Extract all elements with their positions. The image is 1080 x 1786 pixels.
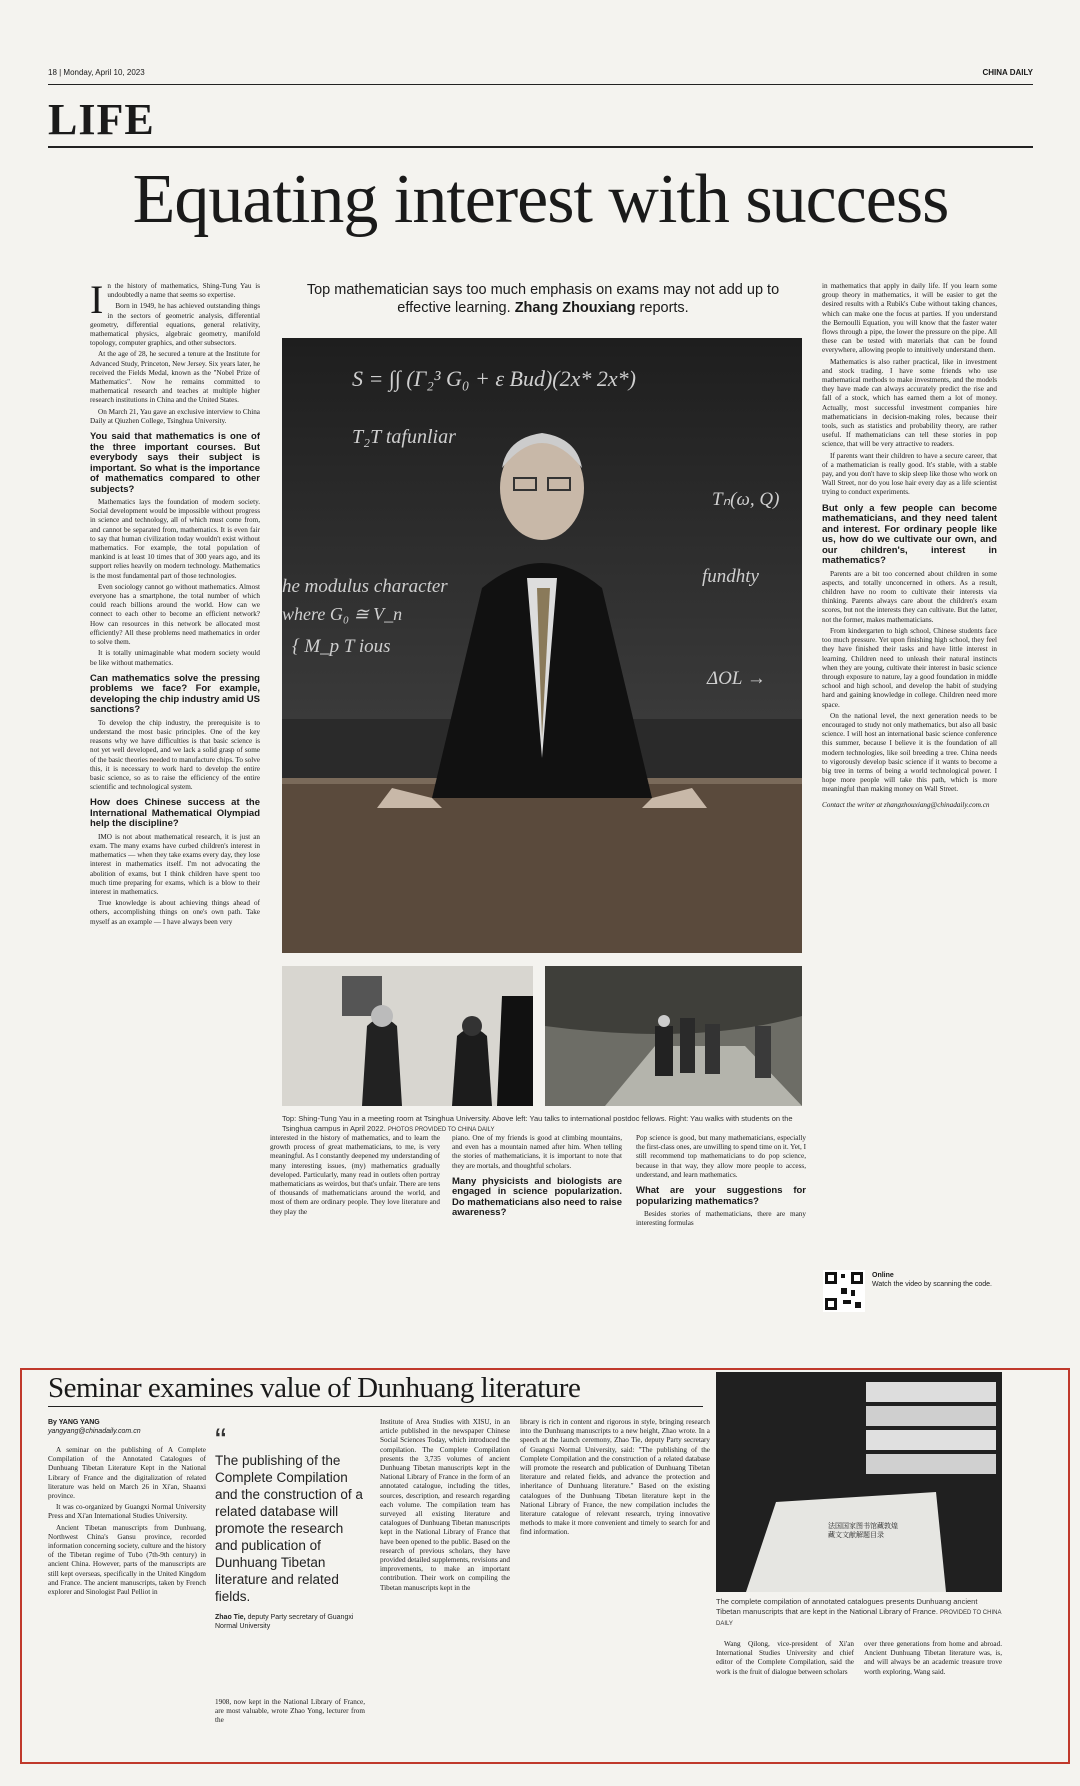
paragraph: n the history of mathematics, Shing-Tung Yau is undoubtedly a name that seems so expertise. [107, 282, 260, 300]
paragraph: Besides stories of mathematicians, there are many interesting formulas [636, 1210, 806, 1228]
question-heading: What are your suggestions for popularizing mathematics? [636, 1185, 806, 1207]
deck-text: Top mathematician says too much emphasis on exams may not add up to effective learning. [306, 282, 780, 316]
pull-quote [215, 1422, 365, 1631]
paragraph: A seminar on the publishing of A Complete Compilation of the Annotated Catalogues of Dunhuang Tibetan Literature Kept in the National Library of France and the digitalization of related literature was held on March 26 in Xi'an, Shaanxi province. [48, 1446, 206, 1501]
byline-name: By YANG YANG [48, 1419, 100, 1426]
qr-label: Online [872, 1272, 894, 1279]
paragraph: True knowledge is about achieving things ahead of others, accomplishing things on one's own path. Take myself as an example — I have always been very [90, 899, 260, 926]
main-photo [282, 338, 802, 953]
board-equation: S = ∫∫ (Γ₂³ G₀ + ε Bud)(2x* 2x*) [352, 366, 636, 391]
question-heading: Many physicists and biologists are engaged in science popularization. Do mathematicians also need to raise awareness? [452, 1175, 622, 1219]
article-column-2 [270, 1134, 440, 1362]
group-illustration [282, 966, 533, 1106]
article-deck [283, 281, 803, 317]
caption-text: The complete compilation of annotated catalogues presents Dunhuang ancient Tibetan manuscripts that are kept in the National Library of France. [716, 1597, 978, 1616]
paragraph: Parents are a bit too concerned about children in some aspects, and totally unconcerned in others. As a result, children have no room to cultivate their interests via thinking. Parents always care about the children's exam scores, but not the interests they can cultivate. But the latter, not the former, makes mathematicians. [822, 569, 997, 624]
paragraph: library is rich in content and rigorous in style, bringing research into the Dunhuang manuscripts to a new height, Zhao wrote. In a speech at the launch ceremony, Zhao Tie, deputy Party secretary of Guangxi Normal University, said: "The publishing of the Complete Compilation and the construction of a related database will promote the research and publication of Dunhuang Tibetan literature and related fields, and advance the protection and inheritance of Dunhuang literature." Based on the existing catalogues of the Dunhuang Tibetan literature kept in the National Library of France, the new compilation includes the literature catalogue of relevant research, trying innovative methods to make it more convenient and timely to search for and find information. [520, 1418, 710, 1537]
paragraph: Born in 1949, he has achieved outstanding things in the sectors of geometric analysis, differential geometry, differential equations, general relativity, mathematical physics, algebraic geometry, manifold topology, computer graphics, and other subsectors. [90, 302, 260, 348]
paragraph: At the age of 28, he secured a tenure at the Institute for Advanced Study, Princeton, New Jersey. Six years later, he received the Fields Medal, known as the "Nobel Prize of Mathematics". Now he remains committed to mathematical research and teaches at multiple higher research institutions in China and the United States. [90, 350, 260, 405]
byline-email: yangyang@chinadaily.com.cn [48, 1428, 141, 1435]
paragraph: To develop the chip industry, the prerequisite is to understand the most basic principles. One of the key reasons why we have difficulties is that basic science is not yet well developed, and we lack a solid grasp of some of the basic theories needed to manufacture chips. To solve this, it is necessary to work hard to develop the entire basic science, so as to raise the efficiency of the entire scientific and technological system. [90, 718, 260, 792]
caption-above-left: Above left: Yau talks to international postdoc fellows. [492, 1114, 667, 1123]
paragraph: If parents want their children to have a secure career, that of a mathematician is really good. It's stable, with a stable pay, and you don't have to skip sleep like those who work on Wall Street, nor do you lose hair every day as a life scientist trying to conduct experiments. [822, 451, 997, 497]
seminar-title: Seminar examines value of Dunhuang literature [48, 1372, 581, 1404]
paragraph: It was co-organized by Guangxi Normal University Press and Xi'an International Studies University. [48, 1503, 206, 1521]
caption-right: Right: Yau walks with students on the Tsinghua campus in April 2022. [282, 1114, 793, 1133]
seminar-column-3 [380, 1418, 510, 1751]
seminar-column-5 [716, 1640, 854, 1750]
paragraph: Institute of Area Studies with XISU, in an article published in the newspaper Chinese Social Sciences Today, which introduced the compilation. The Complete Compilation presents the 3,735 volumes of ancient Dunhuang Tibetan manuscripts kept in the National Library of France in the form of an annotated catalogue, including the titles, sources, description, and research regarding each volume. The compilation team has surveyed all existing literature and catalogues of Dunhuang Tibetan manuscripts kept in the National Library of France that have been opened to the public. Based on the research of previous scholars, they have provided detailed supplements, revisions and improvements, to make an important contribution. Their work on compiling the Tibetan manuscripts kept in the [380, 1418, 510, 1592]
paragraph: Ancient Tibetan manuscripts from Dunhuang, Northwest China's Gansu province, recorded information concerning society, culture and the history of the Tibetan regime of Tubo (7th-9th century) in ancient China. However, parts of the manuscripts are still kept overseas, specifically in the United Kingdom and France. The ancient manuscripts, taken by French explorer and Sinologist Paul Pelliot in [48, 1523, 206, 1597]
attr-name: Zhao Tie, [215, 1614, 246, 1621]
attr-role: deputy Party secretary of Guangxi Normal University [215, 1614, 354, 1630]
paragraph: over three generations from home and abroad. Ancient Dunhuang Tibetan literature was, is, and will always be an academic treasure trove worth exploring, Wang said. [864, 1640, 1002, 1676]
paragraph: Mathematics lays the foundation of modern society. Social development would be impossible without progress in science and technology, all of which must come from, and cannot be separated from, mathematics. It is even fair to say that human civilization today wouldn't exist without mathematics. For example, the total population of mankind is at least 10 times that of 300 years ago, and its support relies heavily on modern technology. Mathematics is the most fundamental part of those technologies. [90, 498, 260, 580]
dropcap: I [90, 282, 104, 322]
campus-illustration [545, 966, 802, 1106]
photo-postdocs [282, 966, 533, 1106]
board-equation: Tₙ(ω, Q) [712, 489, 780, 510]
board-equation: where G₀ ≅ V_n [282, 604, 403, 624]
deck-verb: reports. [639, 300, 689, 316]
question-heading: But only a few people can become mathematicians, and they need talent and interest. For ordinary people like us, how do we cultivate our own, and our children's, interest in mathematics? [822, 502, 997, 567]
seminar-rule [48, 1406, 703, 1407]
board-equation: T₂T tafunliar [352, 426, 456, 448]
seminar-column-6 [864, 1640, 1002, 1750]
caption-top: Top: Shing-Tung Yau in a meeting room at Tsinghua University. [282, 1114, 491, 1123]
question-heading: Can mathematics solve the pressing problems we face? For example, developing the chip industry amid US sanctions? [90, 672, 260, 716]
board-equation: he modulus character [282, 576, 448, 597]
question-heading: How does Chinese success at the International Mathematical Olympiad help the discipline? [90, 797, 260, 830]
paragraph: It is totally unimaginable what modern society would be like without mathematics. [90, 649, 260, 667]
section-rule [48, 146, 1033, 148]
paragraph: Mathematics is also rather practical, like in investment and stock trading. I have some friends who use mathematical methods to make investments, and the models they have made can always accurately predict the rise and fall of a stock, which has earned them a lot of money. Actually, most successful investment companies hire mathematicians in decision-making roles, because their tools, such as statistics and probability theory, are rather useful. If mathematicians can tell these stories in pop science, that will be very attractive to readers. [822, 357, 997, 449]
paragraph: IMO is not about mathematical research, it is just an exam. The many exams have curbed children's interest in mathematics — when they take exams every day, they lose interest in mathematics itself. I'm not advocating the abolition of exams, but I think children have spent too much time preparing for exams, which is a blow to their interest in mathematics. [90, 832, 260, 897]
book-spine-text: 法国国家图书馆藏敦煌藏文文献解题目录 [828, 1522, 898, 1539]
board-equation: fundhty [702, 566, 759, 587]
page-header [48, 68, 1033, 82]
photo-campus-walk [545, 966, 802, 1106]
books-illustration [716, 1372, 1002, 1592]
article-column-left [90, 282, 260, 1112]
seminar-byline [48, 1418, 141, 1436]
paragraph: Pop science is good, but many mathematicians, especially the first-class ones, are unwilling to spend time on it. Yet, I still recommend top mathematicians to do pop science, because in that way, they allow more people to access, understand, and learn mathematics. [636, 1134, 806, 1179]
header-rule [48, 84, 1033, 85]
pull-quote-text: The publishing of the Complete Compilation and the construction of a related database will promote the research and publication of Dunhuang Tibetan literature and related fields. [215, 1453, 363, 1604]
article-column-right [822, 282, 997, 1262]
article-column-4 [636, 1134, 806, 1362]
deck-author: Zhang Zhouxiang [514, 300, 636, 316]
board-equation: { M_p T ious [292, 636, 391, 657]
paragraph: On March 21, Yau gave an exclusive interview to China Daily at Qiuzhen College, Tsinghua University. [90, 407, 260, 425]
paragraph: Even sociology cannot go without mathematics. Almost everyone has a smartphone, the total number of which could reach billions around the world. How can we connect to each other to become an efficient network? How can resources in this network be allocated most efficiently? All these problems need mathematics in order to solve them. [90, 582, 260, 647]
paragraph: 1908, now kept in the National Library of France, are most valuable, wrote Zhao Yong, lecturer from the [215, 1698, 365, 1725]
qr-code[interactable] [823, 1270, 865, 1312]
section-label: LIFE [48, 95, 155, 144]
page-info: 18 | Monday, April 10, 2023 [48, 68, 145, 77]
seminar-column-2-tail [215, 1698, 365, 1750]
photo-credit: PHOTOS PROVIDED TO CHINA DAILY [387, 1126, 495, 1133]
photo-credit: PROVIDED TO CHINA DAILY [716, 1609, 1002, 1627]
seminar-column-1 [48, 1446, 206, 1751]
paragraph: From kindergarten to high school, Chinese students face too much pressure. Yet upon finishing high school, they feel they have finished their tasks and have little interest in learning. Children need to unleash their natural instincts when they are young, cultivate their interest in basic science through exposure to nature, lay a good foundation in middle school and high school, and develop the habit of studying hard and gaining knowledge in college. Children need more space. [822, 626, 997, 709]
photo-caption [282, 1114, 802, 1135]
portrait-illustration [282, 338, 802, 953]
paragraph: interested in the history of mathematics, and to learn the growth process of great mathematicians, to me, is very meaningful. As I constantly deepened my understanding of many interesting issues, (my) mathematics gradually developed. Particularly, many read in outlets often portray mathematicians as weirdos, but that's unfair. There are tens of thousands of mathematicians around the world, and most of them are ordinary people. They love literature and they play the [270, 1134, 440, 1216]
article-column-3 [452, 1134, 622, 1362]
paragraph: Wang Qilong, vice-president of Xi'an International Studies University and chief editor of the Complete Compilation, said the work is the fruit of dialogue between scholars [716, 1640, 854, 1676]
quote-mark-icon: “ [215, 1422, 227, 1460]
seminar-photo [716, 1372, 1002, 1592]
board-equation: ΔOL → [707, 668, 766, 689]
qr-instructions: Watch the video by scanning the code. [872, 1280, 992, 1288]
qr-caption [872, 1272, 992, 1289]
seminar-column-4 [520, 1418, 710, 1751]
headline: Equating interest with success [132, 161, 949, 238]
paragraph: in mathematics that apply in daily life. If you learn some group theory in mathematics, it will be easier to get the desired results with a Rubik's Cube without taking chances, which can make one the focus at parties. If you understand the Bernoulli Equation, you will know that the faster water flows through a pipe, the lower the pressure on the pipe. All these can be tested with materials that can be found everywhere, allowing people to intuitively understand them. [822, 282, 997, 355]
question-heading: You said that mathematics is one of the three important courses. But everybody says their subject is important. So what is the importance of mathematics compared to other subjects? [90, 431, 260, 495]
paper-name: CHINA DAILY [982, 68, 1033, 77]
seminar-photo-caption [716, 1597, 1002, 1630]
pull-quote-attribution [215, 1613, 365, 1631]
paragraph: On the national level, the next generation needs to be encouraged to study not only mathematics, but also all basic science. I will host an international basic science conference this summer, because I believe it is the foundation of all modern technologies, like soil breeding a tree. China needs to vigorously develop basic science if it wants to become a big tree in terms of being a world technological power. I hope more people will take this path, which is more meaningful than making money on Wall Street. [822, 711, 997, 794]
paragraph: piano. One of my friends is good at climbing mountains, and even has a mountain named after him. When telling the stories of mathematicians, it is important to note that they are mortals, and thoughtful scholars. [452, 1134, 622, 1170]
contact-line: Contact the writer at zhangzhouxiang@chinadaily.com.cn [822, 800, 990, 809]
